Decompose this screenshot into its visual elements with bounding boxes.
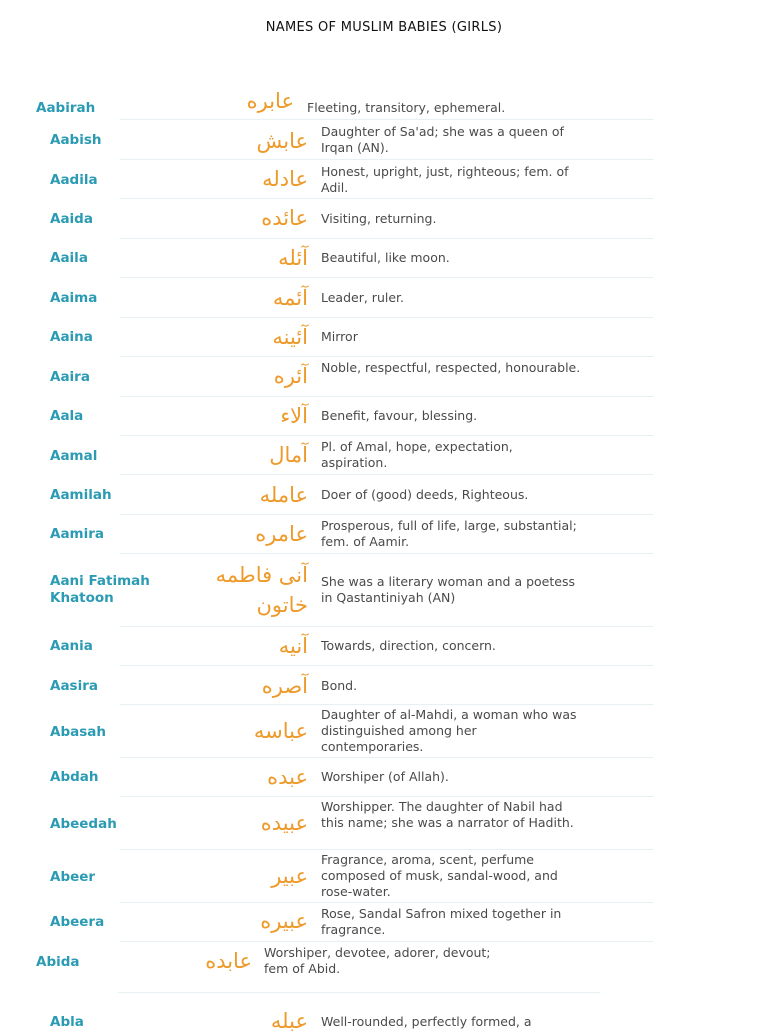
entry-arabic: عبیده xyxy=(260,811,308,835)
row-divider xyxy=(118,992,600,993)
row-divider xyxy=(120,626,653,627)
entry-meaning: Daughter of al-Mahdi, a woman who was distinguished among her contemporaries. xyxy=(321,707,577,754)
entry-meaning: Worshiper (of Allah). xyxy=(321,769,449,784)
entry-meaning: Fleeting, transitory, ephemeral. xyxy=(307,100,506,115)
entry-name: Aabirah xyxy=(36,100,96,116)
row-divider xyxy=(120,796,653,797)
entry-meaning: Doer of (good) deeds, Righteous. xyxy=(321,487,529,502)
entry-arabic: آئله xyxy=(278,246,308,270)
row-divider xyxy=(120,159,653,160)
page-title: NAMES OF MUSLIM BABIES (GIRLS) xyxy=(265,20,503,35)
entry-meaning: Worshipper. The daughter of Nabil had this name; she was a narrator of Hadith. xyxy=(321,799,574,830)
row-divider xyxy=(120,277,653,278)
entry-meaning: Leader, ruler. xyxy=(321,290,404,305)
entry-name: Aadila xyxy=(50,172,98,188)
entry-arabic: عائده xyxy=(261,206,308,230)
row-divider xyxy=(120,396,653,397)
row-divider xyxy=(120,757,653,758)
entry-arabic: آصره xyxy=(261,674,308,698)
entry-meaning: Honest, upright, just, righteous; fem. of Adil. xyxy=(321,164,569,195)
entry-name: Aamal xyxy=(50,448,98,464)
entry-meaning: Well-rounded, perfectly formed, a xyxy=(321,1014,532,1029)
entry-arabic: عبیر xyxy=(271,864,308,888)
entry-meaning: Bond. xyxy=(321,678,358,693)
entry-name: Abasah xyxy=(50,724,106,740)
row-divider xyxy=(120,356,653,357)
entry-name: Aaira xyxy=(50,369,90,385)
entry-arabic: عابره xyxy=(246,89,294,113)
entry-arabic: آئره xyxy=(273,364,308,388)
row-divider xyxy=(120,902,653,903)
entry-meaning: Daughter of Sa'ad; she was a queen of Irqan (AN). xyxy=(321,124,564,155)
entry-name: Aala xyxy=(50,408,84,424)
row-divider xyxy=(120,941,653,942)
entry-meaning: She was a literary woman and a poetess in Qastantiniyah (AN) xyxy=(321,574,575,605)
entry-arabic: آمال xyxy=(269,443,308,467)
entry-name: Aabish xyxy=(50,132,102,148)
entry-meaning: Pl. of Amal, hope, expectation, aspiration. xyxy=(321,439,513,470)
entry-name: Aaima xyxy=(50,290,98,306)
row-divider xyxy=(120,704,653,705)
entry-meaning: Rose, Sandal Safron mixed together in fragrance. xyxy=(321,906,562,937)
entry-arabic: عبده xyxy=(267,765,308,789)
entry-meaning: Beautiful, like moon. xyxy=(321,250,450,265)
entry-name: Abeedah xyxy=(50,816,117,832)
entry-name: Abdah xyxy=(50,769,99,785)
entry-name: Aaida xyxy=(50,211,93,227)
entry-name: Aamira xyxy=(50,526,105,542)
entry-meaning: Fragrance, aroma, scent, perfume composed of musk, sandal-wood, and rose-water. xyxy=(321,852,558,899)
entry-arabic: عبیره xyxy=(260,909,308,933)
row-divider xyxy=(120,849,653,850)
row-divider xyxy=(120,198,653,199)
entry-meaning: Towards, direction, concern. xyxy=(321,638,496,653)
row-divider xyxy=(120,474,653,475)
entry-arabic: عامره xyxy=(255,522,308,546)
entry-meaning: Visiting, returning. xyxy=(321,211,437,226)
row-divider xyxy=(120,435,653,436)
entry-name: Aaina xyxy=(50,329,93,345)
entry-arabic: آئمه xyxy=(272,286,308,310)
entry-name: Aani Fatimah Khatoon xyxy=(50,573,150,606)
entry-arabic: عباسه xyxy=(253,719,308,743)
row-divider xyxy=(120,317,653,318)
entry-arabic: آنی فاطمه خاتون xyxy=(215,563,308,617)
row-divider xyxy=(120,665,653,666)
entry-meaning: Mirror xyxy=(321,329,358,344)
entry-name: Aasira xyxy=(50,678,98,694)
entry-arabic: آنیه xyxy=(278,634,308,658)
entry-name: Aaila xyxy=(50,250,88,266)
entry-name: Aania xyxy=(50,638,93,654)
row-divider xyxy=(120,514,653,515)
entry-name: Abeer xyxy=(50,869,96,885)
entry-name: Abeera xyxy=(50,914,105,930)
entry-name: Abla xyxy=(50,1014,84,1030)
entry-arabic: عامله xyxy=(259,483,308,507)
entry-arabic: آئینه xyxy=(272,325,308,349)
entry-meaning: Benefit, favour, blessing. xyxy=(321,408,478,423)
entry-arabic: عبله xyxy=(270,1009,308,1033)
entry-meaning: Worshiper, devotee, adorer, devout; fem of Abid. xyxy=(264,945,491,976)
row-divider xyxy=(120,553,653,554)
entry-meaning: Prosperous, full of life, large, substantial; fem. of Aamir. xyxy=(321,518,577,549)
entry-name: Aamilah xyxy=(50,487,112,503)
row-divider xyxy=(120,119,653,120)
entry-name: Abida xyxy=(36,954,80,970)
row-divider xyxy=(120,238,653,239)
entry-arabic: عابده xyxy=(205,949,252,973)
entry-arabic: عادله xyxy=(262,167,308,191)
entry-arabic: عابش xyxy=(256,129,308,153)
entry-meaning: Noble, respectful, respected, honourable. xyxy=(321,360,581,375)
entry-arabic: آلاء xyxy=(280,404,308,428)
